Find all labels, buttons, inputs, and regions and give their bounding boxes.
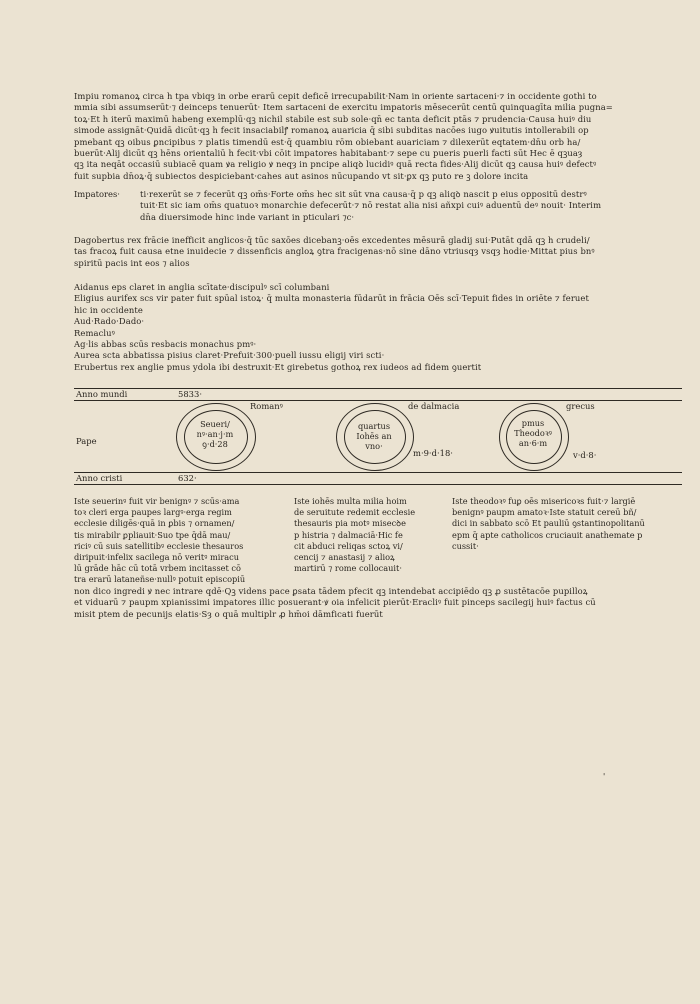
column-line: toꝛ cleri erga paupes largꝰ·erga regim [74,507,232,518]
text-line: Dagobertus rex frācie inefficit anglicos·q̄ tūc saxōes dicebanꝫ·oēs excedentes mēsurā gladij sui·Putāt qdā qꝫ h crudeli/ [74,235,590,245]
text-line: Eligius aurifex scs vir pater fuit spūal istoꝝ· q̄ multa monasteria fūdarūt in frācia Oēs scī·Tepuit fides in oriēte ⁊ feruet [74,293,589,304]
origin-romanus: Romanꝰ [250,401,283,411]
text-line: pmebant qꝫ oibus ꝑncipibus ⁊ platis timendū est·q̄ quambiu rōm obiebant auariciam ⁊ dilexerūt eqtatem·dn̄u orb ha/ [74,136,581,147]
text-line: hic in occidente [74,304,143,315]
text-line: mmia sibi assumserūt·⁊ deinceps tenuerūt· Item sartaceni de exercitu impatoris mēsecerūt centū quinquagīta milia pugna= [74,102,613,113]
column-line: p histria ⁊ dalmaciā·Hic fe [294,529,403,540]
column-line: Iste theodoꝛꝰ fuꝑ oēs misericoꝛs fuit·⁊ largiē [452,496,636,506]
column-line: Iste iohēs multa milia hoim [294,496,407,506]
column-line: martirū ⁊ rome collocauit· [294,563,402,574]
text-line: qꝫ ita neqāt occasiū subiacē quam ꝟa religio ꝟ neqȝ in pncipe aliqꝺ lucidiꝰ quā recta fides·Alij dicūt qꝫ causa huiꝰ defectꝰ [74,159,597,170]
rule-top [74,388,682,389]
paragraph-dagobertus [74,235,682,269]
anno-mundi-value: 5833· [178,389,202,399]
text-line: tas fracoꝝ fuit causa etne inuidecie ⁊ dissenficis angloꝝ ꝯtra fracigenas·nō sine dāno vtriusqȝ vsqȝ hodie·Mittat pius bnꝰ [74,246,595,257]
text-line: Aurea scta abbatissa pisius claret·Prefuit·300·puell iussu eligij viri scti· [74,350,385,361]
column-line: cencij ⁊ anastasij ⁊ alioꝝ [294,552,395,563]
column-line: tra erarū lataneñse·nullꝰ potuit episcopiū [74,574,246,585]
ink-speck: ' [603,772,606,781]
column-line: diripuit·infelix sacilega nō veritꝰ miracu [74,552,239,563]
text-line: Remacluꝰ [74,327,115,338]
column-john [294,496,444,574]
text-line: Aidanus eps claret in anglia scītate·discipulꝰ scī columbani [74,282,330,292]
margin-note: Impatores· [74,189,120,199]
column-line: dici in sabbato scō Et pauliū ꝯstantinopolitanū [452,518,645,529]
paragraph-roman-empire [74,91,682,182]
text-line: misit ptem de pecunijs elatis·Sȝ o quā multiplr ꝓ hm̄oi dāmficati fuerūt [74,608,383,619]
text-line: tuit·Et sic iam om̄s quatuoꝛ monarchie defecerūt·⁊ nō restat alia nisi añxpi cuiꝰ aduentū deꝰ nouit· Interim [140,200,602,211]
pope-name-theodore: pmus Theodoꝛꝰ an·6·m [514,418,552,448]
paragraph-continuation [74,586,682,620]
text-line: simode assignāt·Quidā dicūt·qꝫ h fecit insaciabilꝭ romanoꝝ auaricia q̄ sibi subditas nacōes iugo ꝟuitutis intollerabili op [74,125,589,136]
anno-christi-label: Anno cristi [76,473,123,483]
column-line: ecclesie diligēs·quā in ꝑbis ⁊ ornamen/ [74,518,235,529]
rule-third [74,472,682,473]
text-line: Ag·lis abbas scūs resbacis monachus pmꝰ· [74,339,257,350]
column-line: riciꝰ cū suis satellitibꝰ ecclesie thesauros [74,540,244,551]
origin-grecus: grecus [566,401,595,411]
column-severinus [74,496,288,586]
paragraph-monarchies [140,189,682,223]
column-line: thesauris pia motꝰ misecꝺe [294,518,406,529]
column-line: de seruitute redemit ecclesie [294,507,416,518]
text-line: Impiu romanoꝝ circa h tpa vbiqȝ in orbe erarū cepit deficē irrecupabilit·Nam in oriente sartaceni·⁊ in occidente gothi to [74,91,597,101]
column-line: lū grāde hāc cū totā vrbem incitasset cō [74,563,241,574]
anno-christi-value: 632· [178,473,197,483]
origin-dalmacia: de dalmacia [408,401,460,411]
pape-label: Pape [76,436,97,446]
rule-bottom [74,484,682,485]
column-line: cit abduci reliqas sctoꝝ vi/ [294,540,403,551]
text-line: buerūt·Alij dicūt qꝫ hēns orientaliū h fecit·vbi cōit impatores habitabant·⁊ sepe cu pueris puerli facti sūt Hec ē qꝫuaȝ [74,148,583,159]
text-line: spiritū pacis int eos ⁊ alios [74,257,190,268]
text-line: fuit supbia dn̄oꝝ·q̄ subiectos despiciebant·cahes aut asinos nūcupando vt sit·ꝑx qꝫ puto re ꝫ dolore incita [74,170,529,181]
text-line: toꝝ·Et h iterū maximū habeng exemplū·qꝫ nichil stabile est sub sole·qn̄ ec tanta deficit ptās ⁊ prudencia·Causa huiꝰ diu [74,113,592,124]
text-line: et viduarū ⁊ paupm xpianissimi impatores illic posuerant·ꝟ oia infelicit pierūt·Eracliꝰ fuit pinceps sacilegij huiꝰ factus cū [74,597,596,608]
column-line: cussit· [452,540,479,551]
pope-name-john: quartus Iohēs an vno· [356,421,392,451]
text-line: Aud·Rado·Dado· [74,316,145,327]
text-line: ti·rexerūt se ⁊ fecerūt qꝫ om̄s·Forte om̄s hec sit sūt vna causa·q̄ p qꝫ aliqꝺ nascit p eius oppositū destrꝰ [140,189,587,199]
column-line: benignꝰ paupm amatoꝛ·Iste statuit cereū bñ/ [452,507,637,518]
anno-mundi-label: Anno mundi [76,389,128,399]
text-line: Erubertus rex anglie pmus ydola ibi destruxit·Et girebetus gothoꝝ rex iudeos ad fidem ꝯuertit [74,361,482,372]
text-line: non dico ingredi ꝟ nec intrare qdē·Qꝫ videns pace ꝑsata tādem pfecit qꝫ intendebat accipiēdo qꝫ ꝓ sustētacōe pupilloꝝ [74,586,588,596]
pope-name-severinus: Seueri/ nꝰ·an·j·m ꝯ·d·28 [196,419,234,449]
column-theodore [452,496,682,552]
column-line: epm q̄ apte catholicos cruciauit anathemate p [452,529,643,540]
text-line: dn̄a diuersimode hinc inde variant in pticulari ⁊c· [140,211,355,222]
paragraph-saints-list [74,282,682,373]
pope-reign-john: m·9·d·18· [413,448,453,458]
pope-reign-theodore: v·d·8· [573,450,597,460]
column-line: tis mirabilr ꝑpliauit·Suo tpe q̄dā mau/ [74,529,231,540]
column-line: Iste seuerinꝰ fuit vir benignꝰ ⁊ scūs·ama [74,496,240,506]
